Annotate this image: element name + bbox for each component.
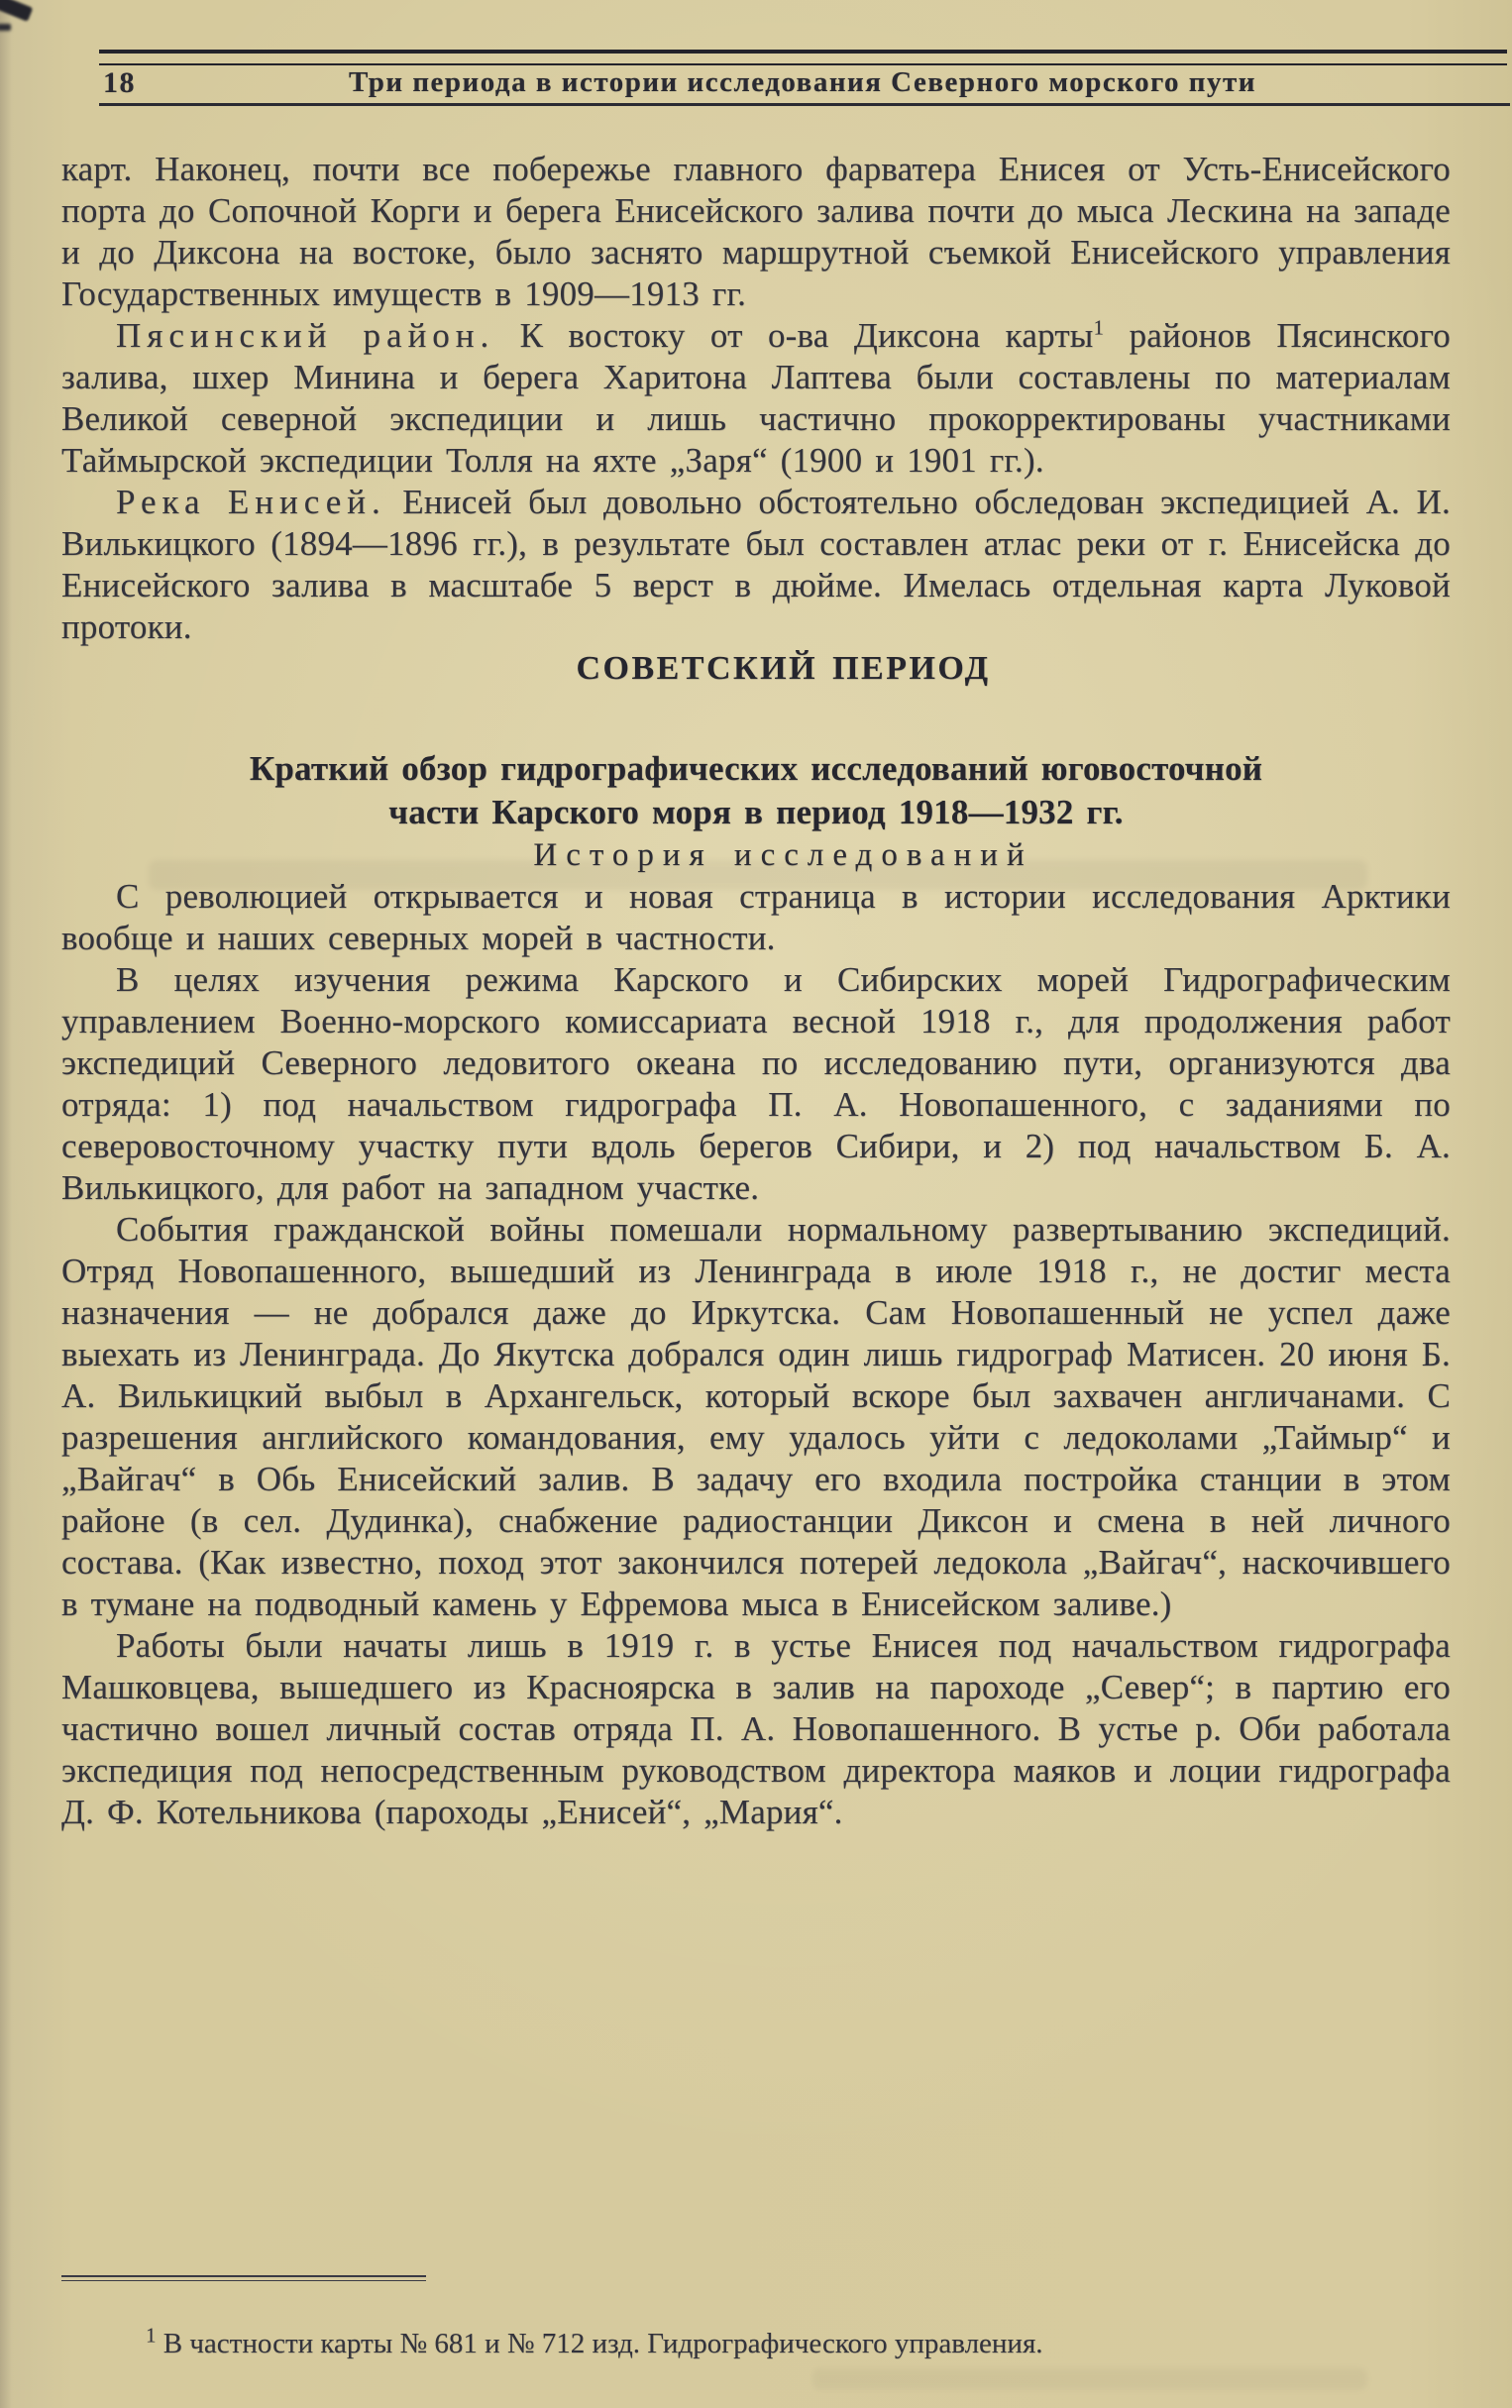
- paragraph-two-detachments: В целях изучения режима Карского и Сибирских морей Гидрографическим управлением Военно-морского комиссариата весной 1918 г., для продолжения работ экспедиций Северного ледовитого океана по исследованию пути, организуются два отряда: 1) под начальством гидрографа П. А. Новопашенного, с заданиями по северовосточному участку пути вдоль берегов Сибири, и 2) под начальством Б. А. Вилькицкого, для работ на западном участке.: [61, 960, 1451, 1207]
- subsection-heading-line1: Краткий обзор гидрографических исследований юговосточной: [249, 749, 1263, 788]
- scan-corner-mark: [0, 24, 11, 31]
- paragraph-lead: Река Енисей.: [116, 483, 386, 521]
- header-rule: [99, 103, 1510, 106]
- footnote-reference: 1: [1093, 315, 1105, 340]
- section-heading-soviet-period: СОВЕТСКИЙ ПЕРИОД: [576, 650, 991, 687]
- page-number: 18: [103, 66, 136, 99]
- page-left-edge: [0, 0, 12, 2408]
- subsection-heading-overview: [61, 747, 1451, 834]
- paragraph-civil-war: События гражданской войны помешали нормальному развертыванию экспедиций. Отряд Новопашенного, вышедший из Ленинграда в июле 1918 г., не достиг места назначения — не добрался даже до Иркутска. Сам Новопашенный не успел даже выехать из Ленинграда. До Якутска добрался один лишь гидрограф Матисен. 20 июня Б. А. Вилькицкий выбыл в Архангельск, который вскоре был захвачен англичанами. С разрешения английского командования, ему удалось уйти с ледоколами „Таймыр“ и „Вайгач“ в Обь Енисейский залив. В задачу его входила постройка станции в этом районе (в сел. Дудинка), снабжение радиостанции Диксон и смена в ней личного состава. (Как известно, поход этот закончился потерей ледокола „Вайгач“, наскочившего в тумане на подводный камень у Ефремова мыса в Енисейском заливе.): [61, 1210, 1451, 1623]
- footnote-rule: [61, 2275, 426, 2281]
- paragraph-yenisei-river: [61, 482, 1451, 648]
- footnote-marker: 1: [146, 2323, 157, 2348]
- heading-research-history: История исследований: [533, 837, 1033, 873]
- paragraph-text: К востоку от о-ва Диксона карты: [494, 316, 1094, 355]
- paragraph-pyasinsky-district: [61, 315, 1451, 482]
- paragraph-text: Енисей был довольно обстоятельно обследован экспедицией А. И. Вилькицкого (1894—1896 гг.), в результате был составлен атлас реки от г. Енисейска до Енисейского залива в масштабе 5 верст в дюйме. Имелась отдельная карта Луковой протоки.: [61, 483, 1451, 646]
- page-body: [61, 149, 1451, 1833]
- paragraph-text: районов Пясинского залива, шхер Минина и берега Харитона Лаптева были составлены по материалам Великой северной экспедиции и лишь частично прокорректированы участниками Таймырской экспедиции Толля на яхте „Заря“ (1900 и 1901 гг.).: [61, 316, 1451, 480]
- paragraph-revolution: С революцией открывается и новая страница в истории исследования Арктики вообще и наших северных морей в частности.: [61, 877, 1451, 957]
- paragraph-lead: Пясинский район.: [116, 316, 495, 355]
- footnote-text: В частности карты № 681 и № 712 изд. Гидрографического управления.: [156, 2328, 1043, 2359]
- subsection-heading-line2: части Карского моря в период 1918—1932 гг.: [388, 793, 1124, 831]
- scan-smudge: [812, 2368, 1367, 2390]
- footnote: [61, 2323, 1451, 2361]
- header-double-rule: [99, 50, 1507, 65]
- paragraph-continuation: карт. Наконец, почти все побережье главного фарватера Енисея от Усть-Енисейского порта до Сопочной Корги и берега Енисейского залива почти до мыса Лескина на западе и до Диксона на востоке, было заснято маршрутной съемкой Енисейского управления Государственных имуществ в 1909—1913 гг.: [61, 150, 1451, 313]
- running-head: [99, 66, 1506, 100]
- running-title: Три периода в истории исследования Северного морского пути: [349, 66, 1256, 98]
- paragraph-1919-works: Работы были начаты лишь в 1919 г. в устье Енисея под начальством гидрографа Машковцева, вышедшего из Красноярска в залив на пароходе „Север“; в партию его частично вошел личный состав отряда П. А. Новопашенного. В устье р. Оби работала экспедиция под непосредственным руководством директора маяков и лоции гидрографа Д. Ф. Котельникова (пароходы „Енисей“, „Мария“.: [61, 1626, 1451, 1831]
